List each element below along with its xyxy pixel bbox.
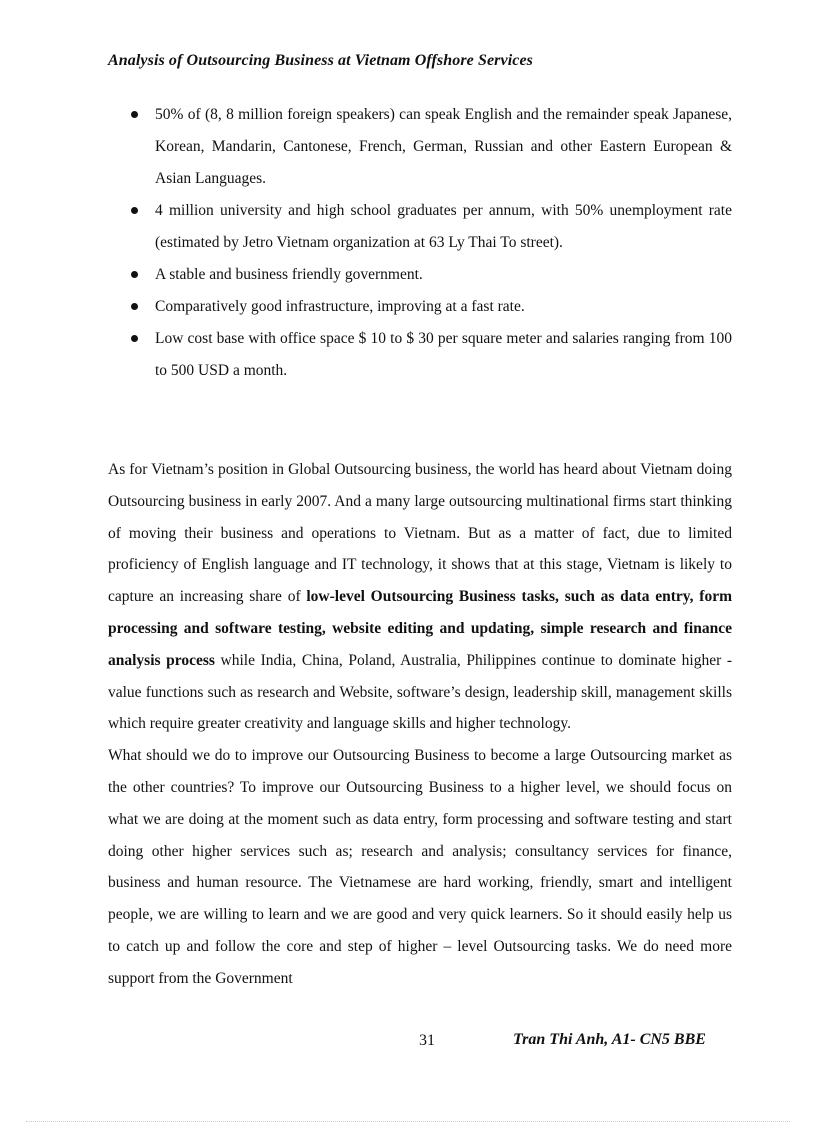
list-item — [108, 99, 732, 195]
page-number: 31 — [419, 1032, 435, 1049]
list-item-text: A stable and business friendly government. — [155, 266, 423, 283]
list-item-text: Low cost base with office space $ 10 to $ 30 per square meter and salaries ranging from 100 to 500 USD a month. — [155, 330, 732, 379]
bullet-icon — [131, 271, 138, 278]
bullet-icon — [131, 303, 138, 310]
page-divider — [26, 1121, 790, 1122]
footer-author: Tran Thi Anh, A1- CN5 BBE — [513, 1031, 706, 1048]
paragraph-text: As for Vietnam’s position in Global Outsourcing business, the world has heard about Vietnam doing Outsourcing business in early 2007. And a many large outsourcing multinational firms start thinking of moving their business and operations to Vietnam. But as a matter of fact, due to limited proficiency of English language and IT technology, it shows that at this stage, Vietnam is likely to capture an increasing share of — [108, 461, 732, 606]
list-item — [108, 323, 732, 387]
list-item-text: 50% of (8, 8 million foreign speakers) can speak English and the remainder speak Japanese, Korean, Mandarin, Cantonese, French, German, Russian and other Eastern European & Asian Languages. — [155, 106, 732, 187]
list-item — [108, 291, 732, 323]
paragraph-improvement: What should we do to improve our Outsourcing Business to become a large Outsourcing market as the other countries? To improve our Outsourcing Business to a higher level, we should focus on what we are doing at the moment such as data entry, form processing and software testing and start doing other higher services such as; research and analysis; consultancy services for finance, business and human resource. The Vietnamese are hard working, friendly, smart and intelligent people, we are willing to learn and we are good and very quick learners. So it should easily help us to catch up and follow the core and step of higher – level Outsourcing tasks. We do need more support from the Government — [108, 747, 732, 987]
list-item-text: Comparatively good infrastructure, improving at a fast rate. — [155, 298, 525, 315]
body-text — [108, 454, 732, 995]
paragraph-text: while India, China, Poland, Australia, Philippines continue to dominate higher - value functions such as research and Website, software’s design, leadership skill, management skills which require greater creativity and language skills and higher technology. — [108, 651, 733, 733]
bullet-icon — [131, 335, 138, 342]
bullet-list — [108, 99, 732, 387]
running-header: Analysis of Outsourcing Business at Vietnam Offshore Services — [108, 52, 533, 69]
paragraph-vietnam-position — [108, 454, 732, 740]
bullet-icon — [131, 111, 138, 118]
bullet-icon — [131, 207, 138, 214]
emphasized-text: low-level Outsourcing Business tasks, such as data entry, form processing and software testing, website editing and updating, simple research and finance analysis process — [108, 588, 732, 669]
list-item — [108, 195, 732, 259]
list-item — [108, 259, 732, 291]
list-item-text: 4 million university and high school graduates per annum, with 50% unemployment rate (estimated by Jetro Vietnam organization at 63 Ly Thai To street). — [155, 202, 732, 251]
